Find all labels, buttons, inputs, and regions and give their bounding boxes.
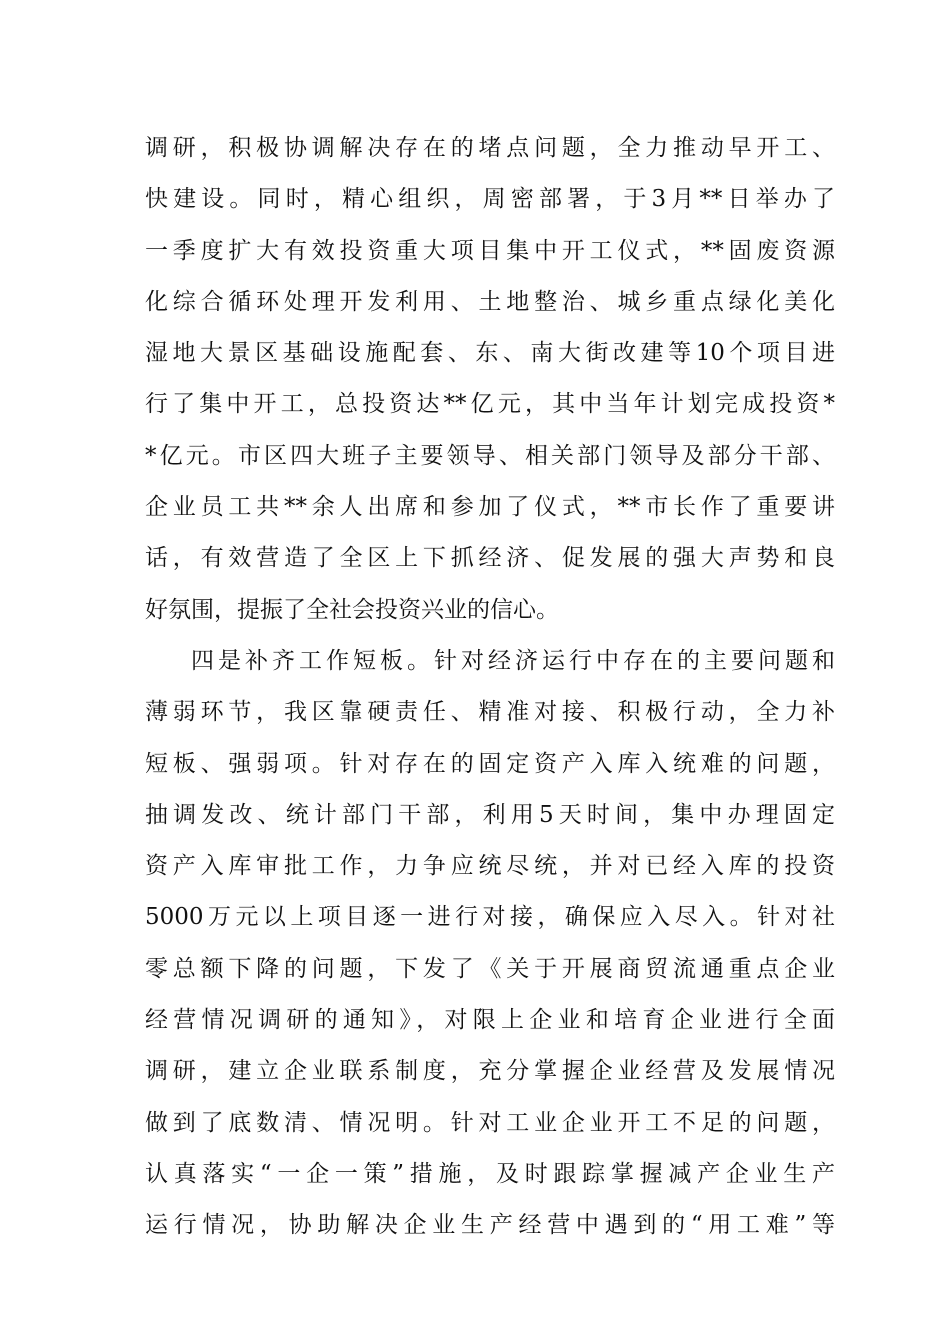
text-line: 5000万元以上项目逐一进行对接，确保应入尽入。针对社 [145, 904, 835, 931]
text-line: 认真落实“一企一策”措施，及时跟踪掌握减产企业生产 [145, 1160, 835, 1187]
text-line: 一季度扩大有效投资重大项目集中开工仪式，**固废资源 [145, 237, 835, 264]
text-line: *亿元。市区四大班子主要领导、相关部门领导及部分干部、 [145, 442, 835, 469]
text-line: 调研，建立企业联系制度，充分掌握企业经营及发展情况 [145, 1058, 835, 1085]
text-line: 调研，积极协调解决存在的堵点问题，全力推动早开工、 [145, 135, 835, 161]
text-line: 短板、强弱项。针对存在的固定资产入库入统难的问题， [145, 750, 835, 777]
text-line: 话，有效营造了全区上下抓经济、促发展的强大声势和良 [145, 545, 835, 572]
text-line: 零总额下降的问题，下发了《关于开展商贸流通重点企业 [145, 955, 835, 982]
text-line: 资产入库审批工作，力争应统尽统，并对已经入库的投资 [145, 853, 835, 880]
text-line: 运行情况，协助解决企业生产经营中遇到的“用工难”等 [145, 1212, 835, 1239]
text-line: 快建设。同时，精心组织，周密部署，于3月**日举办了 [145, 186, 835, 213]
text-line: 行了集中开工，总投资达**亿元，其中当年计划完成投资* [145, 391, 835, 418]
paragraph-first-line: 四是补齐工作短板。针对经济运行中存在的主要问题和 [191, 647, 835, 674]
text-line: 经营情况调研的通知》，对限上企业和培育企业进行全面 [145, 1007, 835, 1034]
body-text [145, 128, 835, 1257]
text-line: 化综合循环处理开发利用、土地整治、城乡重点绿化美化 [145, 288, 835, 315]
paragraph-end-line: 好氛围，提振了全社会投资兴业的信心。 [145, 596, 559, 623]
text-line: 湿地大景区基础设施配套、东、南大街改建等10个项目进 [145, 340, 835, 367]
text-line: 企业员工共**余人出席和参加了仪式，**市长作了重要讲 [145, 494, 835, 521]
text-line: 薄弱环节，我区靠硬责任、精准对接、积极行动，全力补 [145, 699, 835, 726]
text-line: 做到了底数清、情况明。针对工业企业开工不足的问题， [145, 1109, 835, 1136]
text-line: 抽调发改、统计部门干部，利用5天时间，集中办理固定 [145, 801, 835, 828]
